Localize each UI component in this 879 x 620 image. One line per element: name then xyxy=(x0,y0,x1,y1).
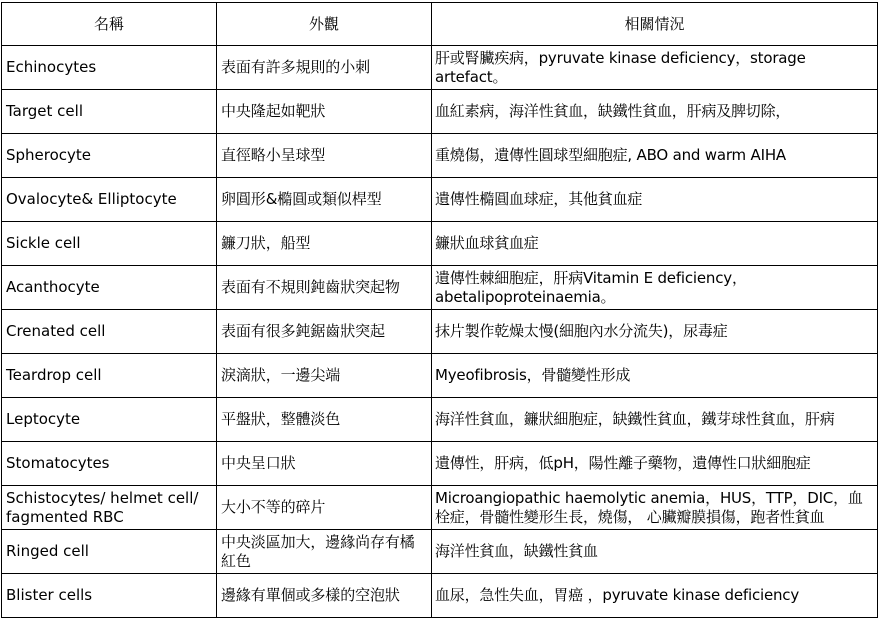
cell-conditions: 海洋性貧血，鐮狀細胞症，缺鐵性貧血，鐵芽球性貧血，肝病 xyxy=(432,398,878,442)
cell-name: Blister cells xyxy=(2,574,217,618)
table-row xyxy=(2,266,878,310)
cell-appearance: 表面有不規則鈍齒狀突起物 xyxy=(217,266,432,310)
cell-conditions: 遺傳性棘細胞症，肝病Vitamin E deficiency，abetalipoproteinaemia。 xyxy=(432,266,878,310)
cell-name: Ovalocyte& Elliptocyte xyxy=(2,178,217,222)
cell-appearance: 中央隆起如靶狀 xyxy=(217,90,432,134)
table-row xyxy=(2,90,878,134)
table-row xyxy=(2,310,878,354)
table-row xyxy=(2,574,878,618)
cell-name: Target cell xyxy=(2,90,217,134)
cell-appearance: 淚滴狀，一邊尖端 xyxy=(217,354,432,398)
cell-conditions: Myeofibrosis，骨髓變性形成 xyxy=(432,354,878,398)
cell-conditions: 海洋性貧血，缺鐵性貧血 xyxy=(432,530,878,574)
cell-conditions: 抹片製作乾燥太慢(細胞內水分流失)，尿毒症 xyxy=(432,310,878,354)
cell-conditions: 鐮狀血球貧血症 xyxy=(432,222,878,266)
cell-conditions: 血尿，急性失血，胃癌 ，pyruvate kinase deficiency xyxy=(432,574,878,618)
cell-appearance: 大小不等的碎片 xyxy=(217,486,432,530)
table-row xyxy=(2,178,878,222)
table-row xyxy=(2,354,878,398)
cell-appearance: 表面有許多規則的小刺 xyxy=(217,46,432,90)
table-body xyxy=(2,46,878,618)
cell-name: Teardrop cell xyxy=(2,354,217,398)
cell-name: Acanthocyte xyxy=(2,266,217,310)
table-row xyxy=(2,134,878,178)
table-row xyxy=(2,398,878,442)
cell-conditions: 肝或腎臟疾病，pyruvate kinase deficiency，storage artefact。 xyxy=(432,46,878,90)
cell-appearance: 平盤狀，整體淡色 xyxy=(217,398,432,442)
table-row xyxy=(2,530,878,574)
cell-name: Crenated cell xyxy=(2,310,217,354)
cell-appearance: 表面有很多鈍鋸齒狀突起 xyxy=(217,310,432,354)
table-row xyxy=(2,442,878,486)
cell-conditions: 重燒傷，遺傳性圓球型細胞症, ABO and warm AIHA xyxy=(432,134,878,178)
document-page xyxy=(1,2,878,618)
cell-conditions: 血紅素病，海洋性貧血，缺鐵性貧血，肝病及脾切除， xyxy=(432,90,878,134)
cell-conditions: 遺傳性，肝病，低pH，陽性離子藥物，遺傳性口狀細胞症 xyxy=(432,442,878,486)
cell-name: Spherocyte xyxy=(2,134,217,178)
table-header xyxy=(2,3,878,46)
cell-conditions: Microangiopathic haemolytic anemia，HUS，TTP，DIC，血栓症，骨髓性變形生長，燒傷， 心臟瓣膜損傷，跑者性貧血 xyxy=(432,486,878,530)
cell-conditions: 遺傳性橢圓血球症，其他貧血症 xyxy=(432,178,878,222)
cell-name: Stomatocytes xyxy=(2,442,217,486)
cell-name: Sickle cell xyxy=(2,222,217,266)
rbc-morphology-table xyxy=(1,2,878,618)
cell-name: Schistocytes/ helmet cell/ fagmented RBC xyxy=(2,486,217,530)
header-appearance: 外觀 xyxy=(217,3,432,46)
cell-appearance: 邊緣有單個或多樣的空泡狀 xyxy=(217,574,432,618)
header-row xyxy=(2,3,878,46)
header-name: 名稱 xyxy=(2,3,217,46)
table-row xyxy=(2,222,878,266)
cell-name: Ringed cell xyxy=(2,530,217,574)
header-conditions: 相關情況 xyxy=(432,3,878,46)
cell-name: Echinocytes xyxy=(2,46,217,90)
cell-appearance: 直徑略小呈球型 xyxy=(217,134,432,178)
cell-appearance: 中央呈口狀 xyxy=(217,442,432,486)
cell-appearance: 卵圓形&橢圓或類似桿型 xyxy=(217,178,432,222)
table-row xyxy=(2,486,878,530)
cell-appearance: 鐮刀狀，船型 xyxy=(217,222,432,266)
table-row xyxy=(2,46,878,90)
cell-appearance: 中央淡區加大，邊緣尚存有橘紅色 xyxy=(217,530,432,574)
cell-name: Leptocyte xyxy=(2,398,217,442)
